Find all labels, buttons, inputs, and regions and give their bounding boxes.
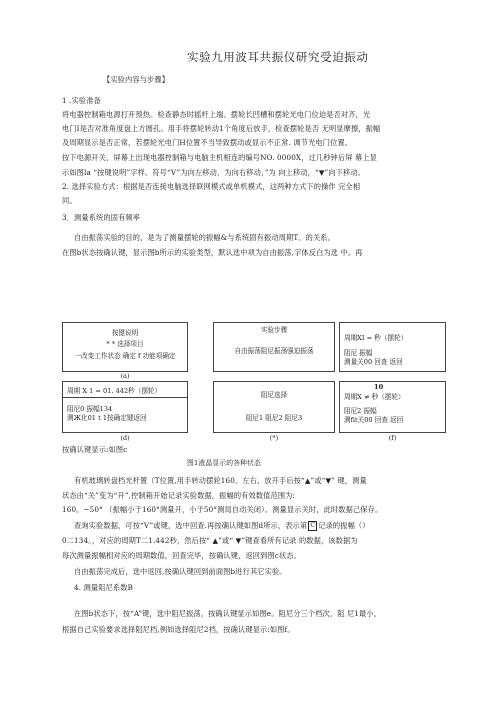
free-osc-line1: 有机玻璃转盘档光杆置（T位置,用手转动摆轮160。左右，放开手后按“▲”或“▼” 键，测量 [74,476,367,485]
panel-e-line1: 阻尼选择 [260,391,288,399]
step3-line1: 自由振荡实验的目的，是为了测量摆轮的振幅&与系统固有振动周期T。的关系。 [74,233,335,242]
step2-line2: 同。 [62,196,77,205]
panel-b-line1: 实验步骤 [260,326,288,334]
query-line1 [74,521,370,531]
page-title: 实验九用波耳共振仪研究受迫振动 [187,50,369,64]
panel-f-line1: 周期X ≠ 秒（摆轮） [344,393,405,401]
free-osc-line3: 160。~50° （振幅小于160°测量开，小于50°测局自动关闭）。测量显示关时，此时数据己保存。 [62,505,383,514]
free-osc-done: 自由振荡完成后，选中返回,按确认键回到前面图b进行其它实验。 [74,567,287,576]
panel-d-caption: (d) [120,434,130,442]
panel-c-line2: 阻尼 振幅 [344,349,373,357]
panel-a-line3: 一改变工作状态 确定 f 功能项确定 [74,352,176,360]
figure-caption: 图1液晶显示的各种状态 [187,459,261,467]
panel-e-line2: 阻尼1 阻尼2 阻尼3 [245,414,303,422]
panel-a-line1: 按键说明 [111,329,139,337]
query-line2: 0二134。，对应的周期T二1.442秒，然后按“ ▲”或“ ▼”键查看所有记录 的数据，该数据为 [62,536,358,545]
panel-d [62,381,188,433]
step1-line3: 及周期显示是否正常，若摆轮光电门H位置不当导致摆动或显示不正常. 调节光电门位置。 [62,138,353,147]
panel-d-line3: 测Ж化01 t 1按确定键返回 [67,414,147,422]
free-osc-line2: 状态由“关”变为“开”,控制箱开始记录实验数据，振幅的有效数值范围为: [62,491,296,500]
damping-line1: 在图b状态下，按“A”键，选中阻尼振荡，按确认键显示如图e。阻尼分三个档次，阻 尼1最小， [74,609,382,618]
step1-line2: 电门I是否对准角度盘上方圆孔。用手将摆轮转动1个角度后放手，检查摆轮是否 无明显摩擦，振幅 [62,124,381,133]
step3-heading: 3．测量系统的固有频率 [62,213,141,222]
panel-a-line2: * * 选择项目 [106,340,144,348]
panel-f-line2: 阻尼2 振幅 [344,407,377,415]
damping-line2: 根据自己实验要求选择阻尼档,例如选择阻尼2档，按确认键显示:如图f。 [62,625,295,634]
panel-a [62,322,188,372]
panel-b [213,322,335,372]
step3-line2: 在图b状态按确认键，显示图b所示的实验类型，默认选中项为自由振荡,字体反白为选 中。再 [62,248,363,257]
panel-c [339,322,446,372]
panel-c-line1: 周期XI = 秒（摆轮） [344,334,408,342]
step1-heading: 1 .实验准备 [62,96,101,105]
panel-f-line3: 测fit关00 回查 返回 [344,416,404,424]
after-figure-text: 按确认键显示:如图c [62,445,128,454]
step4-heading: 4. 测量阻尼系数B [74,583,134,592]
panel-b-line2: 自由振荡阻尼振荡强迫振荡 [234,347,314,355]
power-line1: 按下电源开关，屏幕上出现电器控制箱与电脑主机相连的编号NO. 0000X，过几秒钟后屏 幕上显 [62,153,378,162]
section-heading: 【实验内容与步骤】 [103,75,170,84]
query-line3: 每次测量振幅相对应的周期数值，回查完毕，按确认键，返回到图c状态。 [62,551,301,560]
panel-d-divider [63,397,187,398]
step2-line1: 2. 选择实验方式：根据是否连接电脑选择联网模式或单机模式，这两种方式下的操作 完全相 [62,182,361,191]
panel-c-line3: 测量关00 回查 返回 [344,358,403,366]
panel-d-line1: 周期 X 1 = 01. 442秒（摆轮） [67,387,162,395]
panel-f [339,381,446,433]
power-line2: 示如图la “按键说明”字样。符号“V”为向左移动，为向右移动，”为 向上移动，“▼”向下移动。 [62,168,366,177]
step1-line1: 将电器控制箱电源打开预热。检查静态时摇杆上端、摆轮长凹槽和摆轮光电门位迫是否对齐，光 [62,110,371,119]
panel-e-caption: (*) [269,434,279,442]
record-number-box: C [308,521,317,531]
panel-a-caption: (a) [120,372,130,380]
panel-d-line2: 阻尼0 振幅134 [67,405,113,413]
query-line1-a: 查询实验数据，可按“V”或键，选中回查.再按确认键如图d所示，表示第 [74,521,308,530]
query-line1-b: 记录的振幅（） [318,521,370,530]
panel-f-caption: (f) [388,434,397,442]
panel-e [213,381,335,433]
panel-f-number: 10 [374,383,384,391]
